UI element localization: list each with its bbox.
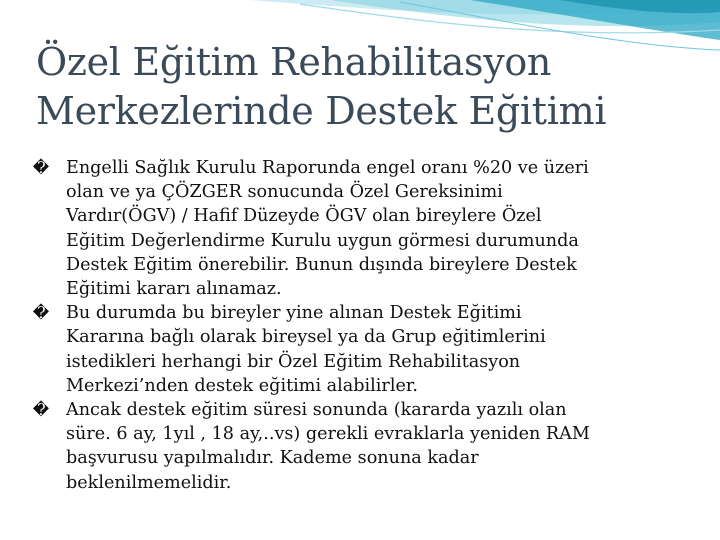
bullet-item-3	[32, 398, 682, 495]
bullet-3-line-1: Ancak destek eğitim süresi sonunda (kararda yazılı olan	[66, 400, 567, 421]
bullet-3-line-2: süre. 6 ay, 1yıl , 18 ay,..vs) gerekli evraklarla yeniden RAM	[66, 424, 590, 445]
title-line-2: Merkezlerinde Destek Eğitimi	[36, 89, 607, 133]
bullet-item-1	[32, 156, 682, 301]
bullet-marker-icon: �	[32, 158, 50, 177]
bullet-1-line-1: Engelli Sağlık Kurulu Raporunda engel oranı %20 ve üzeri	[66, 158, 589, 178]
bullet-1-line-3: Vardır(ÖGV) / Hafif Düzeyde ÖGV olan bireylere Özel	[66, 206, 542, 227]
bullet-3-line-4: beklenilmemelidir.	[66, 472, 232, 493]
slide-title	[36, 38, 696, 136]
bullet-item-2	[32, 301, 682, 398]
bullet-3-line-3: başvurusu yapılmalıdır. Kademe sonuna kadar	[66, 448, 479, 469]
bullet-marker-icon: �	[32, 400, 50, 420]
bullet-list	[32, 156, 682, 495]
bullet-2-line-4: Merkezi’nden destek eğitimi alabilirler.	[66, 375, 418, 396]
bullet-1-line-6: Eğitimi kararı alınamaz.	[66, 279, 282, 300]
title-line-1: Özel Eğitim Rehabilitasyon	[36, 40, 552, 84]
bullet-2-line-2: Kararına bağlı olarak bireysel ya da Grup eğitimlerini	[66, 327, 546, 348]
bullet-1-line-2: olan ve ya ÇÖZGER sonucunda Özel Gereksinimi	[66, 182, 503, 203]
bullet-2-line-3: istedikleri herhangi bir Özel Eğitim Rehabilitasyon	[66, 351, 521, 372]
bullet-1-line-4: Eğitim Değerlendirme Kurulu uygun görmesi durumunda	[66, 230, 579, 251]
bullet-2-line-1: Bu durumda bu bireyler yine alınan Destek Eğitimi	[66, 303, 522, 324]
bullet-1-line-5: Destek Eğitim önerebilir. Bunun dışında bireylere Destek	[66, 254, 577, 275]
bullet-marker-icon: �	[32, 303, 50, 323]
